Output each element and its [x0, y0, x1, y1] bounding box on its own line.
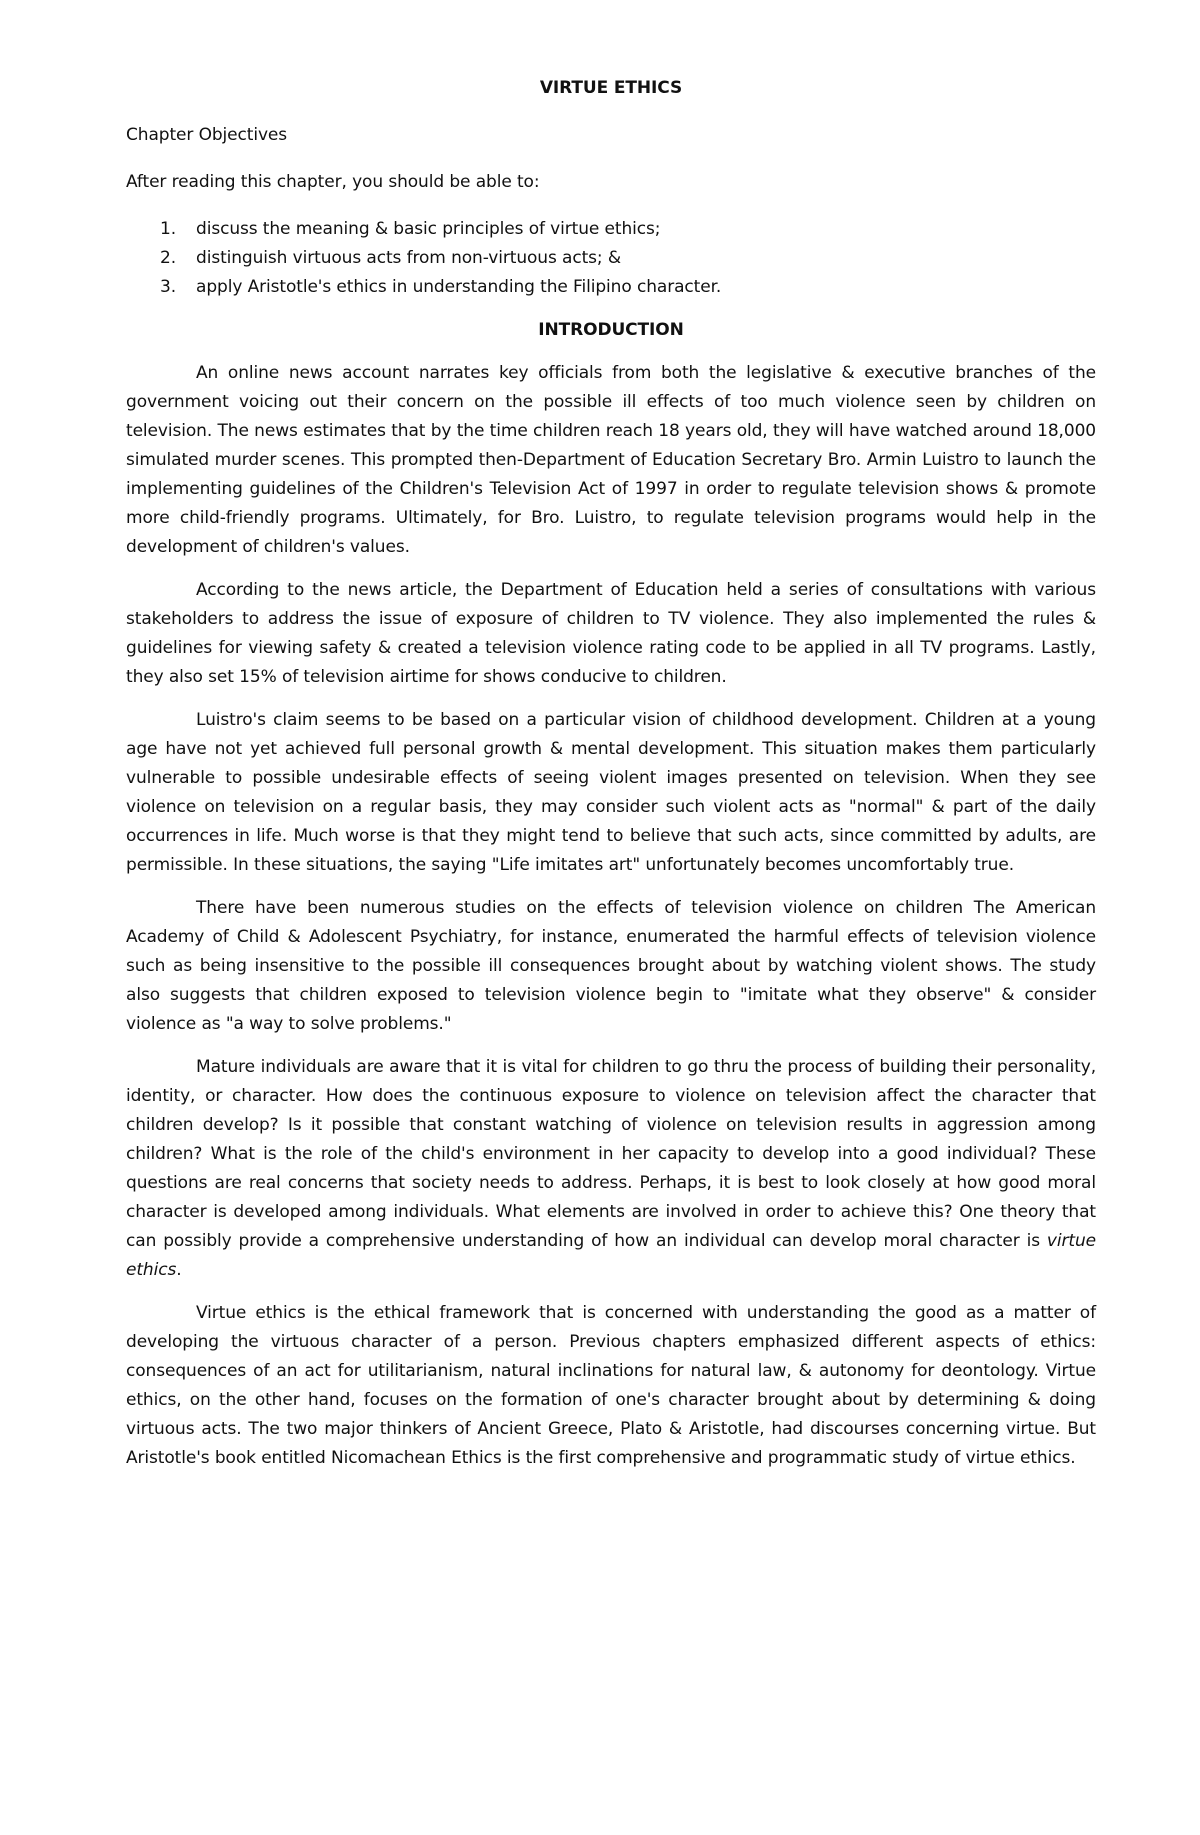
page-title: VIRTUE ETHICS — [539, 78, 683, 98]
section-heading: INTRODUCTION — [538, 320, 684, 340]
paragraph: There have been numerous studies on the effects of television violence on children The American Academy of Child & Adolescent Psychiatry, for instance, enumerated the harmful effects of television violence such as being insensitive to the possible ill consequences brought about by watching violent shows. The study also suggests that children exposed to television violence begin to "imitate what they observe" & consider violence as "a way to solve problems." — [126, 898, 1096, 1034]
paragraph-text: Mature individuals are aware that it is vital for children to go thru the process of building their personality, identity, or character. How does the continuous exposure to violence on television affect the character that children develop? Is it possible that constant watching of violence on television results in aggression among children? What is the role of the child's environment in her capacity to develop into a good individual? These questions are real concerns that society needs to address. Perhaps, it is best to look closely at how good moral character is developed among individuals. What elements are involved in order to achieve this? One theory that can possibly provide a comprehensive understanding of how an individual can develop moral character is — [126, 1057, 1096, 1251]
list-item — [126, 244, 1096, 273]
objectives-intro: After reading this chapter, you should be able to: — [126, 172, 540, 192]
list-item-text: apply Aristotle's ethics in understanding the Filipino character. — [196, 277, 722, 297]
list-item — [126, 273, 1096, 302]
list-item-number: 3. — [160, 277, 177, 297]
paragraph-end: . — [176, 1260, 182, 1280]
list-item-number: 2. — [160, 248, 177, 268]
objectives-label: Chapter Objectives — [126, 125, 288, 145]
paragraph — [126, 1053, 1096, 1285]
paragraph: Luistro's claim seems to be based on a particular vision of childhood development. Children at a young age have not yet achieved full personal growth & mental development. This situation makes them particularly vulnerable to possible undesirable effects of seeing violent images presented on television. When they see violence on television on a regular basis, they may consider such violent acts as "normal" & part of the daily occurrences in life. Much worse is that they might tend to believe that such acts, since committed by adults, are permissible. In these situations, the saying "Life imitates art" unfortunately becomes uncomfortably true. — [126, 710, 1096, 875]
list-item — [126, 215, 1096, 244]
paragraph: Virtue ethics is the ethical framework that is concerned with understanding the good as a matter of developing the virtuous character of a person. Previous chapters emphasized different aspects of ethics: consequences of an act for utilitarianism, natural inclinations for natural law, & autonomy for deontology. Virtue ethics, on the other hand, focuses on the formation of one's character brought about by determining & doing virtuous acts. The two major thinkers of Ancient Greece, Plato & Aristotle, had discourses concerning virtue. But Aristotle's book entitled Nicomachean Ethics is the first comprehensive and programmatic study of virtue ethics. — [126, 1303, 1096, 1468]
list-item-number: 1. — [160, 219, 177, 239]
objectives-list — [126, 215, 1096, 302]
paragraph: An online news account narrates key officials from both the legislative & executive branches of the government voicing out their concern on the possible ill effects of too much violence seen by children on television. The news estimates that by the time children reach 18 years old, they will have watched around 18,000 simulated murder scenes. This prompted then-Department of Education Secretary Bro. Armin Luistro to launch the implementing guidelines of the Children's Television Act of 1997 in order to regulate television shows & promote more child-friendly programs. Ultimately, for Bro. Luistro, to regulate television programs would help in the development of children's values. — [126, 363, 1096, 557]
emphasis-term: virtue ethics — [126, 1231, 1096, 1280]
paragraph: According to the news article, the Department of Education held a series of consultations with various stakeholders to address the issue of exposure of children to TV violence. They also implemented the rules & guidelines for viewing safety & created a television violence rating code to be applied in all TV programs. Lastly, they also set 15% of television airtime for shows conducive to children. — [126, 580, 1096, 687]
list-item-text: distinguish virtuous acts from non-virtuous acts; & — [196, 248, 622, 268]
list-item-text: discuss the meaning & basic principles of virtue ethics; — [196, 219, 661, 239]
document-content — [126, 74, 1096, 1473]
